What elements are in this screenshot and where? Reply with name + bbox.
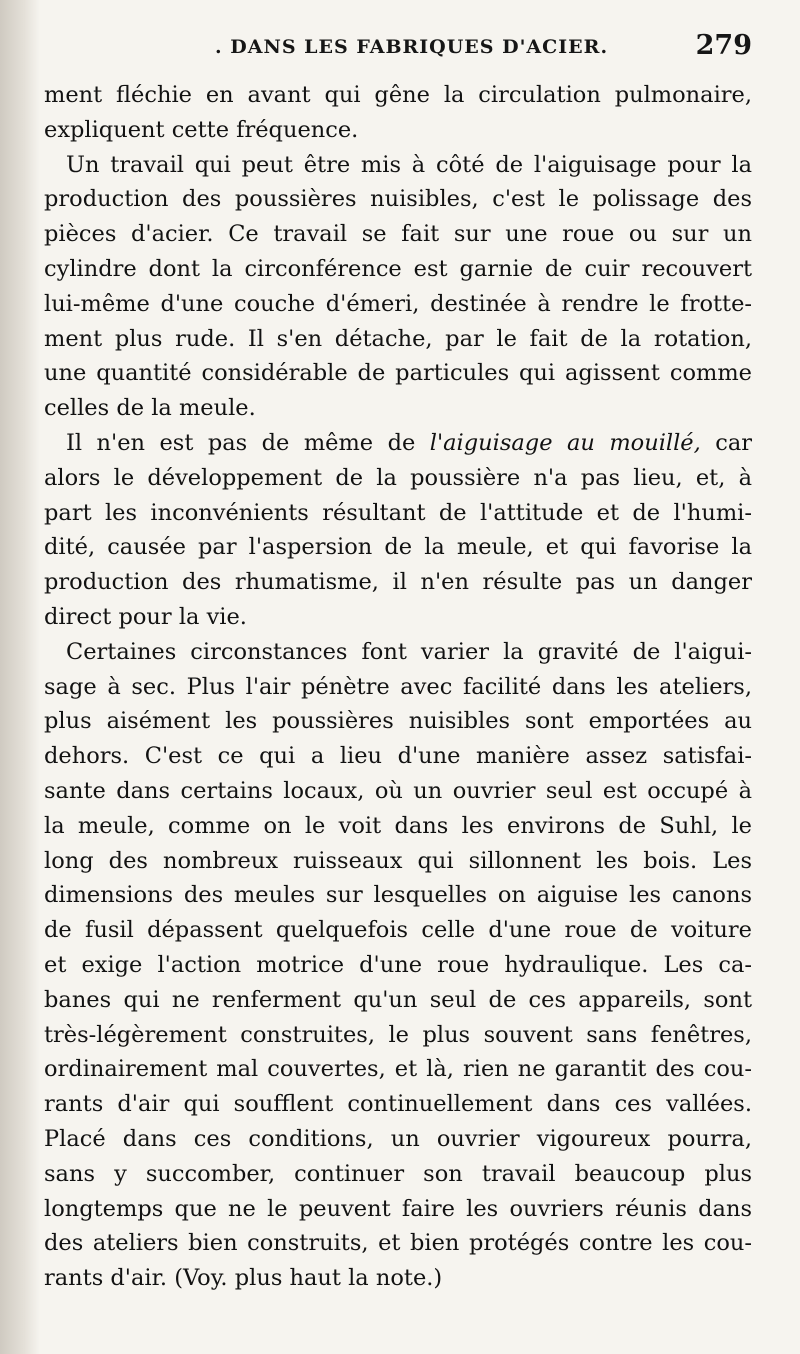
- text-line: sage à sec. Plus l'air pénètre avec facilité dans les ateliers,: [44, 673, 752, 700]
- text-line: rants d'air qui soufflent continuellement dans ces vallées.: [44, 1091, 752, 1118]
- text-line: Placé dans ces conditions, un ouvrier vigoureux pourra,: [44, 1125, 752, 1152]
- text-line: plus aisément les poussières nuisibles sont emportées au: [44, 708, 752, 735]
- binding-gutter-shadow: [0, 0, 40, 1354]
- text-line: Certaines circonstances font varier la gravité de l'aigui-: [66, 638, 752, 665]
- text-line: sante dans certains locaux, où un ouvrier seul est occupé à: [44, 777, 752, 804]
- text-line: dehors. C'est ce qui a lieu d'une manière assez satisfai-: [44, 743, 752, 770]
- running-head: . DANS LES FABRIQUES D'ACIER.: [215, 36, 609, 58]
- text-line: pièces d'acier. Ce travail se fait sur une roue ou sur un: [44, 221, 752, 248]
- text-line: la meule, comme on le voit dans les environs de Suhl, le: [44, 812, 752, 839]
- text-line: dité, causée par l'aspersion de la meule, et qui favorise la: [44, 534, 752, 561]
- text-line: Un travail qui peut être mis à côté de l'aiguisage pour la: [66, 151, 752, 178]
- italic-term: l'aiguisage au mouillé,: [429, 429, 701, 456]
- body-text: [44, 78, 752, 1296]
- text-line: longtemps que ne le peuvent faire les ouvriers réunis dans: [44, 1195, 752, 1222]
- text-line: ment plus rude. Il s'en détache, par le fait de la rotation,: [44, 325, 752, 352]
- text-line: des ateliers bien construits, et bien protégés contre les cou-: [44, 1230, 752, 1257]
- text-line: celles de la meule.: [44, 395, 256, 422]
- text-line-with-italic: [44, 426, 752, 461]
- text-line: sans y succomber, continuer son travail beaucoup plus: [44, 1160, 752, 1187]
- text-run: Il n'en est pas de même de: [66, 429, 430, 456]
- text-line: cylindre dont la circonférence est garnie de cuir recouvert: [44, 255, 752, 282]
- text-line: ordinairement mal couvertes, et là, rien ne garantit des cou-: [44, 1056, 752, 1083]
- text-line: et exige l'action motrice d'une roue hydraulique. Les ca-: [44, 951, 752, 978]
- page-number: 279: [695, 30, 752, 61]
- text-line: part les inconvénients résultant de l'attitude et de l'humi-: [44, 499, 752, 526]
- text-line: dimensions des meules sur lesquelles on aiguise les canons: [44, 882, 752, 909]
- text-line: direct pour la vie.: [44, 603, 247, 630]
- text-line: production des poussières nuisibles, c'est le polissage des: [44, 186, 752, 213]
- text-line: banes qui ne renferment qu'un seul de ces appareils, sont: [44, 986, 752, 1013]
- text-line: très-légèrement construites, le plus souvent sans fenêtres,: [44, 1021, 752, 1048]
- page-header: [215, 30, 752, 70]
- text-line: long des nombreux ruisseaux qui sillonnent les bois. Les: [44, 847, 752, 874]
- text-line: rants d'air. (Voy. plus haut la note.): [44, 1265, 443, 1292]
- text-run: car: [700, 429, 752, 456]
- text-line: de fusil dépassent quelquefois celle d'une roue de voiture: [44, 917, 752, 944]
- text-line: une quantité considérable de particules qui agissent comme: [44, 360, 752, 387]
- text-line: production des rhumatisme, il n'en résulte pas un danger: [44, 569, 752, 596]
- text-line: ment fléchie en avant qui gêne la circulation pulmonaire,: [44, 82, 752, 108]
- text-line: lui-même d'une couche d'émeri, destinée à rendre le frotte-: [44, 290, 752, 317]
- text-line: expliquent cette fréquence.: [44, 116, 359, 143]
- text-line: alors le développement de la poussière n'a pas lieu, et, à: [44, 464, 752, 491]
